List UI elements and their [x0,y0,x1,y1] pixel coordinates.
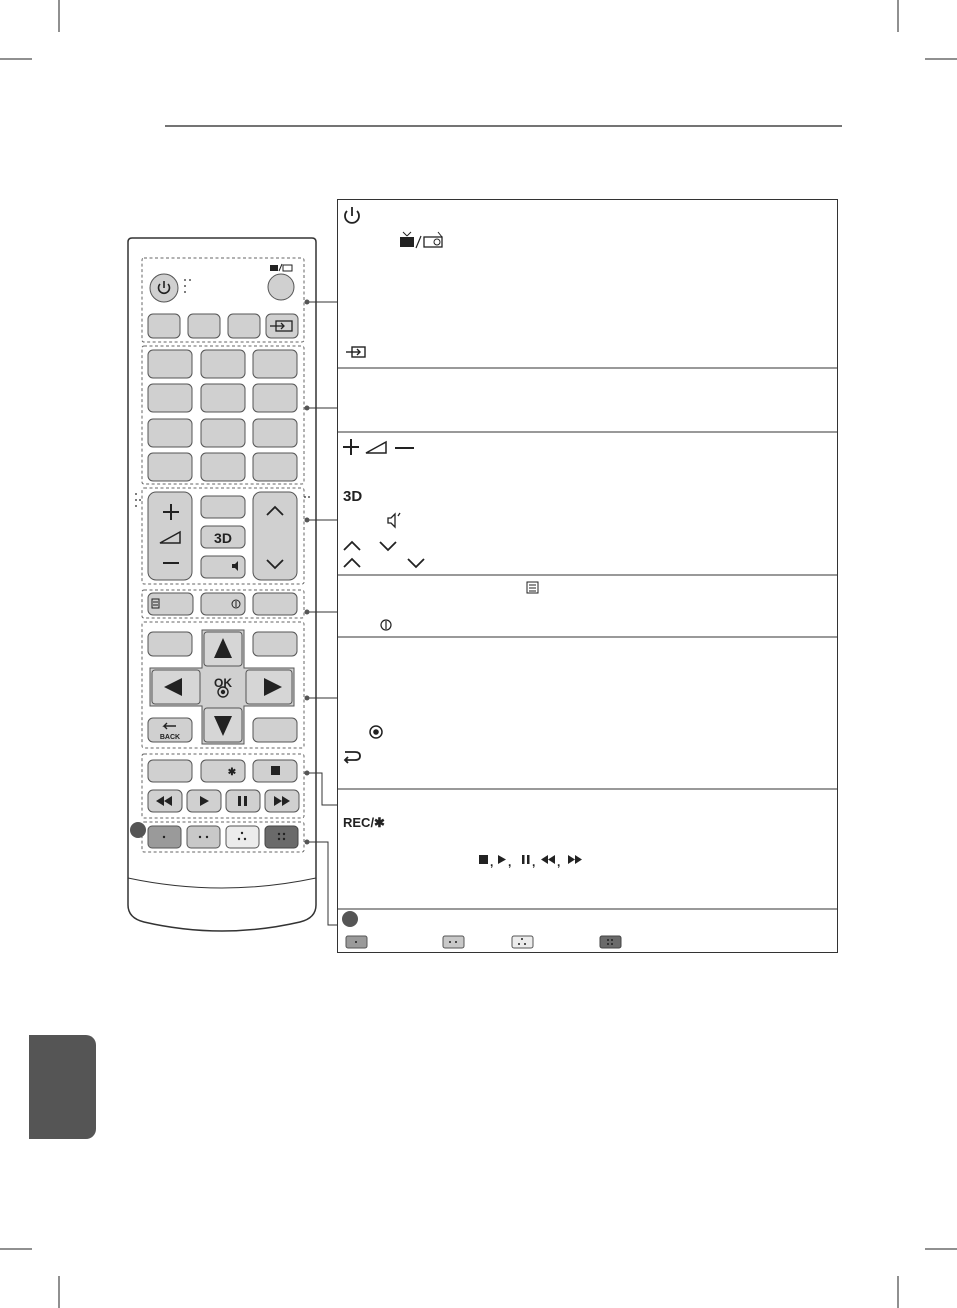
number-key[interactable] [201,419,245,447]
description-panel [336,198,840,954]
number-key[interactable] [201,384,245,412]
green-key[interactable] [187,826,220,848]
number-key[interactable] [201,350,245,378]
number-key[interactable] [253,350,297,378]
desc-blue-key [600,936,621,948]
desc-yellow-key [512,936,533,948]
number-key[interactable] [253,419,297,447]
info-button[interactable] [201,593,245,615]
number-key[interactable] [148,453,192,481]
ok-label: OK [214,676,232,690]
func-button-4[interactable] [253,593,297,615]
svg-text:,: , [557,855,561,869]
number-key[interactable] [253,453,297,481]
func-button-5[interactable] [148,760,192,782]
color-key-icon [130,822,146,838]
number-key[interactable] [201,453,245,481]
nav-right-top-button[interactable] [253,632,297,656]
number-key[interactable] [253,384,297,412]
desc-color-key-icon [342,911,358,927]
desc-rec-label: REC/✱ [343,815,385,830]
pause-button[interactable] [226,790,260,812]
language-tab [29,1035,96,1139]
blue-key[interactable] [265,826,298,848]
func-button-3[interactable] [228,314,260,338]
3d-icon: 3D [214,530,232,546]
svg-text:,: , [490,855,494,869]
stop-icon [271,766,280,775]
nav-left-top-button[interactable] [148,632,192,656]
mute-button[interactable] [201,556,245,578]
desc-3d-icon: 3D [343,488,363,505]
yellow-key[interactable] [226,826,259,848]
number-key[interactable] [148,350,192,378]
svg-text:,: , [508,855,512,869]
desc-green-key [443,936,464,948]
recent-button[interactable] [201,496,245,518]
text-button[interactable] [148,593,193,615]
back-label: BACK [159,734,181,741]
rec-star-icon: ✱ [227,767,237,778]
rec-star-button[interactable] [201,760,245,782]
svg-text:,: , [532,855,536,869]
number-key[interactable] [148,384,192,412]
number-key[interactable] [148,419,192,447]
func-button-2[interactable] [188,314,220,338]
func-button-1[interactable] [148,314,180,338]
tv-radio-button[interactable] [268,274,294,300]
nav-right-bottom-button[interactable] [253,718,297,742]
